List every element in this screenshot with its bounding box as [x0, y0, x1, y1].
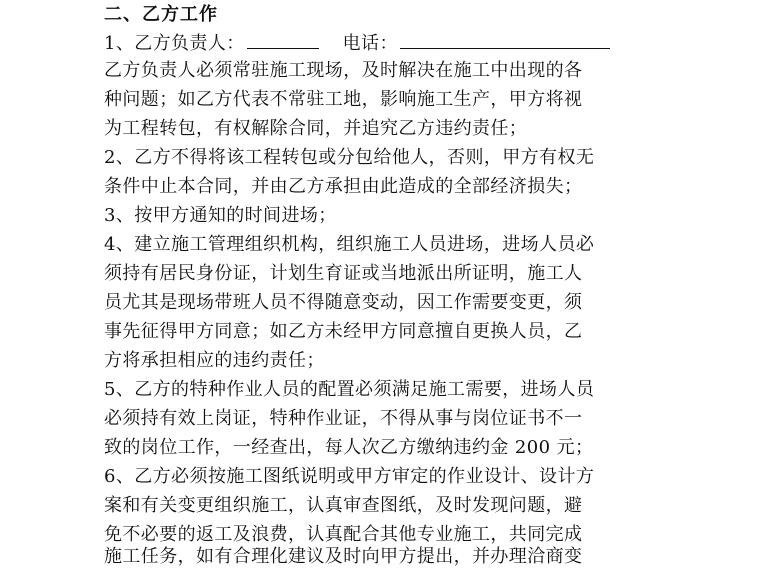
responsible-person-blank: [247, 30, 319, 49]
body-line: 必须持有效上岗证，特种作业证，不得从事与岗位证书不一: [104, 408, 583, 429]
body-line: 须持有居民身份证，计划生育证或当地派出所证明，施工人: [104, 263, 583, 284]
item-1-line: [104, 30, 610, 57]
body-line: 4、建立施工管理组织机构，组织施工人员进场，进场人员必: [104, 234, 595, 255]
body-line: 条件中止本合同，并由乙方承担由此造成的全部经济损失；: [104, 176, 583, 197]
phone-blank: [400, 30, 610, 49]
body-line: 事先征得甲方同意；如乙方未经甲方同意擅自更换人员，乙: [104, 321, 583, 342]
responsible-person-label: 1、乙方负责人：: [104, 33, 245, 54]
body-line: 案和有关变更组织施工，认真审查图纸，及时发现问题，避: [104, 495, 583, 516]
body-line: 种问题；如乙方代表不常驻工地，影响施工生产，甲方将视: [104, 89, 583, 110]
body-line: 乙方负责人必须常驻施工现场，及时解决在施工中出现的各: [104, 60, 583, 81]
phone-label: 电话：: [342, 33, 398, 54]
body-line: 3、按甲方通知的时间进场；: [104, 205, 337, 226]
body-line: 施工任务，如有合理化建议及时向甲方提出，并办理洽商变: [104, 546, 583, 567]
body-line: 6、乙方必须按施工图纸说明或甲方审定的作业设计、设计方: [104, 466, 595, 487]
body-line: 2、乙方不得将该工程转包或分包给他人，否则，甲方有权无: [104, 147, 595, 168]
body-line: 免不必要的返工及浪费，认真配合其他专业施工，共同完成: [104, 524, 583, 545]
body-line: 5、乙方的特种作业人员的配置必须满足施工需要，进场人员: [104, 379, 595, 400]
body-line: 方将承担相应的违约责任；: [104, 350, 325, 371]
body-line: 致的岗位工作，一经查出，每人次乙方缴纳违约金 200 元；: [104, 437, 594, 458]
body-line: 员尤其是现场带班人员不得随意变动，因工作需要变更，须: [104, 292, 583, 313]
body-line: 为工程转包，有权解除合同，并追究乙方违约责任；: [104, 118, 528, 139]
section-heading: 二、乙方工作: [104, 4, 218, 25]
